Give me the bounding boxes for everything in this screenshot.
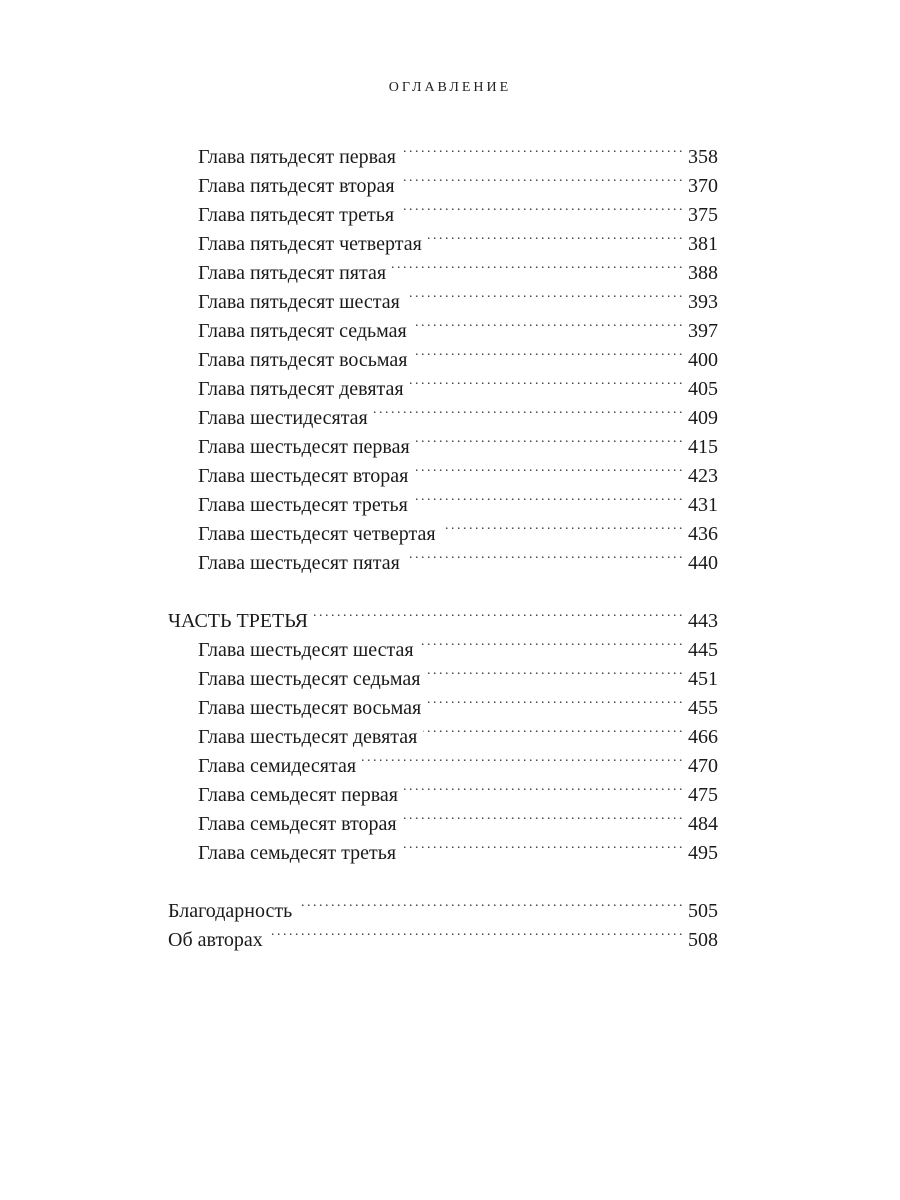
toc-entry-page: 431 <box>688 494 718 516</box>
toc-entry-page: 466 <box>688 726 718 748</box>
toc-group-part-two-end <box>168 134 718 574</box>
toc-entry-title: Глава пятьдесят шестая <box>198 291 400 313</box>
toc-entry-title: Глава пятьдесят пятая <box>198 262 387 284</box>
toc-group-back-matter <box>168 888 718 951</box>
dot-leader <box>269 917 682 946</box>
toc-entry-page: 455 <box>688 697 718 719</box>
toc-entry-page: 375 <box>688 204 718 226</box>
dot-leader <box>402 830 682 859</box>
dot-leader <box>392 250 682 279</box>
toc-entry-title: Глава семьдесят первая <box>198 784 398 806</box>
dot-leader <box>406 279 682 308</box>
toc-entry-title: Глава шестьдесят пятая <box>198 552 400 574</box>
dot-leader <box>410 366 682 395</box>
toc-entry-page: 370 <box>688 175 718 197</box>
toc-entry-title: Глава пятьдесят первая <box>198 146 396 168</box>
dot-leader <box>427 685 682 714</box>
toc-entry-title: Глава пятьдесят четвертая <box>198 233 422 255</box>
toc-back-matter-entry[interactable] <box>168 888 718 922</box>
toc-part-page: 443 <box>688 610 718 632</box>
toc-entry-page: 358 <box>688 146 718 168</box>
dot-leader <box>401 163 682 192</box>
dot-leader <box>416 424 682 453</box>
toc-entry-title: Глава шестидесятая <box>198 407 368 429</box>
toc-entry-page: 445 <box>688 639 718 661</box>
toc-entry-page: 409 <box>688 407 718 429</box>
toc-entry-title: Глава шестьдесят восьмая <box>198 697 422 719</box>
dot-leader <box>414 482 682 511</box>
toc-part-title: ЧАСТЬ ТРЕТЬЯ <box>168 610 309 632</box>
dot-leader <box>362 743 682 772</box>
toc-entry-title: Глава семьдесят вторая <box>198 813 397 835</box>
toc-entry-page: 397 <box>688 320 718 342</box>
dot-leader <box>406 540 682 569</box>
toc-entry-title: Глава пятьдесят вторая <box>198 175 395 197</box>
toc-entry-page: 400 <box>688 349 718 371</box>
toc-entry-title: Глава шестьдесят четвертая <box>198 523 436 545</box>
toc-entry-page: 505 <box>688 900 718 922</box>
dot-leader <box>414 337 682 366</box>
dot-leader <box>402 134 682 163</box>
dot-leader <box>413 308 682 337</box>
toc-entry-page: 415 <box>688 436 718 458</box>
toc-entry-title: Об авторах <box>168 929 263 951</box>
dot-leader <box>428 221 682 250</box>
toc-entry-page: 405 <box>688 378 718 400</box>
dot-leader <box>426 656 682 685</box>
dot-leader <box>420 627 682 656</box>
toc-entry-page: 475 <box>688 784 718 806</box>
toc-entry-title: Глава шестьдесят девятая <box>198 726 418 748</box>
toc-entry-page: 440 <box>688 552 718 574</box>
toc-entry-page: 484 <box>688 813 718 835</box>
dot-leader <box>414 453 682 482</box>
toc-entry-page: 393 <box>688 291 718 313</box>
toc-entry-title: Благодарность <box>168 900 293 922</box>
toc-entry-title: Глава пятьдесят третья <box>198 204 395 226</box>
page-title: ОГЛАВЛЕНИЕ <box>388 80 512 95</box>
dot-leader <box>442 511 682 540</box>
toc-entry-title: Глава семидесятая <box>198 755 357 777</box>
toc-entry-page: 436 <box>688 523 718 545</box>
dot-leader <box>404 772 682 801</box>
dot-leader <box>374 395 682 424</box>
dot-leader <box>423 714 682 743</box>
toc-entry-page: 388 <box>688 262 718 284</box>
dot-leader <box>314 598 682 627</box>
dot-leader <box>298 888 682 917</box>
toc-entry-title: Глава шестьдесят первая <box>198 436 410 458</box>
toc-part-heading[interactable] <box>168 598 718 632</box>
toc-entry-page: 381 <box>688 233 718 255</box>
toc-entry-title: Глава шестьдесят шестая <box>198 639 414 661</box>
toc-entry-title: Глава пятьдесят девятая <box>198 378 404 400</box>
dot-leader <box>403 801 682 830</box>
toc-entry-title: Глава семьдесят третья <box>198 842 397 864</box>
toc-entry-page: 470 <box>688 755 718 777</box>
toc-group-part-three <box>168 598 718 864</box>
toc-entry-title: Глава пятьдесят восьмая <box>198 349 408 371</box>
toc-entry-page: 508 <box>688 929 718 951</box>
toc-entry-title: Глава пятьдесят седьмая <box>198 320 407 342</box>
dot-leader <box>400 192 682 221</box>
toc-entry-page: 495 <box>688 842 718 864</box>
toc-entry-title: Глава шестьдесят третья <box>198 494 408 516</box>
toc-entry-title: Глава шестьдесят седьмая <box>198 668 421 690</box>
toc-entry-page: 423 <box>688 465 718 487</box>
table-of-contents <box>168 134 718 951</box>
toc-entry-page: 451 <box>688 668 718 690</box>
toc-entry-title: Глава шестьдесят вторая <box>198 465 409 487</box>
toc-entry[interactable] <box>168 134 718 168</box>
